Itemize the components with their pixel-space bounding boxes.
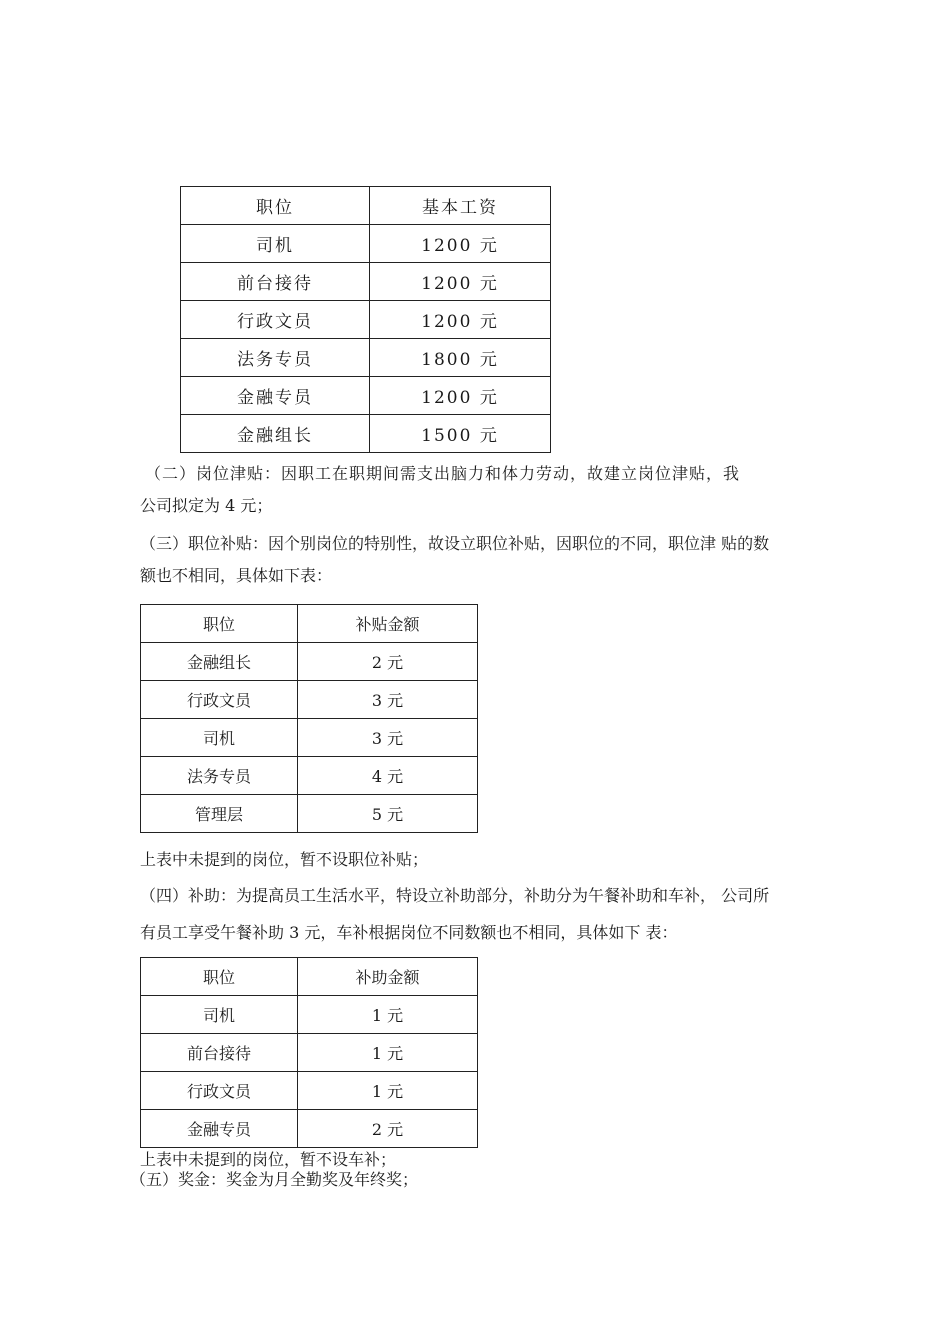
table-row — [141, 1110, 478, 1148]
table-body — [181, 187, 551, 453]
amount-cell: 1800 元 — [370, 339, 551, 377]
position-cell: 司机 — [181, 225, 370, 263]
table-header-cell: 职位 — [141, 605, 298, 643]
section4-line2: 有员工享受午餐补助 3 元，车补根据岗位不同数额也不相同，具体如下 表： — [140, 923, 678, 942]
table-header-cell: 职位 — [181, 187, 370, 225]
section3-line1: （三）职位补贴：因个别岗位的特别性，故设立职位补贴，因职位的不同，职位津 贴的数 — [140, 534, 770, 553]
amount-cell: 1200 元 — [370, 377, 551, 415]
amount-cell: 3 元 — [298, 681, 478, 719]
amount-cell: 1 元 — [298, 1034, 478, 1072]
table-header-cell: 基本工资 — [370, 187, 551, 225]
amount-cell: 3 元 — [298, 719, 478, 757]
table-body — [141, 958, 478, 1148]
section2-line1: （二）岗位津贴：因职工在职期间需支出脑力和体力劳动，故建立岗位津贴，我 — [145, 464, 741, 483]
table-row — [141, 681, 478, 719]
table-row — [181, 263, 551, 301]
table-row — [141, 1034, 478, 1072]
table-row — [141, 719, 478, 757]
table-body — [141, 605, 478, 833]
position-cell: 行政文员 — [141, 681, 298, 719]
amount-cell: 2 元 — [298, 643, 478, 681]
section5: （五）奖金：奖金为月全勤奖及年终奖； — [130, 1170, 419, 1189]
note-allowance: 上表中未提到的岗位，暂不设职位补贴； — [140, 850, 429, 869]
table-header-cell: 职位 — [141, 958, 298, 996]
table-header-row — [181, 187, 551, 225]
position-cell: 金融组长 — [141, 643, 298, 681]
table-row — [141, 996, 478, 1034]
subsidy-table — [140, 957, 478, 1148]
table-row — [141, 643, 478, 681]
note-subsidy: 上表中未提到的岗位，暂不设车补； — [140, 1150, 397, 1169]
table-row — [181, 415, 551, 453]
position-cell: 行政文员 — [181, 301, 370, 339]
position-cell: 司机 — [141, 996, 298, 1034]
section4-line1: （四）补助：为提高员工生活水平，特设立补助部分，补助分为午餐补助和车补， 公司所 — [140, 886, 770, 905]
position-cell: 金融专员 — [141, 1110, 298, 1148]
amount-cell: 1 元 — [298, 1072, 478, 1110]
table-row — [181, 339, 551, 377]
amount-cell: 2 元 — [298, 1110, 478, 1148]
position-cell: 行政文员 — [141, 1072, 298, 1110]
amount-cell: 5 元 — [298, 795, 478, 833]
position-cell: 法务专员 — [141, 757, 298, 795]
amount-cell: 1200 元 — [370, 263, 551, 301]
amount-cell: 1 元 — [298, 996, 478, 1034]
amount-cell: 1200 元 — [370, 301, 551, 339]
amount-cell: 1500 元 — [370, 415, 551, 453]
position-allowance-table — [140, 604, 478, 833]
position-cell: 前台接待 — [141, 1034, 298, 1072]
position-cell: 司机 — [141, 719, 298, 757]
table-header-row — [141, 958, 478, 996]
table-row — [141, 757, 478, 795]
basic-salary-table — [180, 186, 551, 453]
table-row — [181, 377, 551, 415]
amount-cell: 4 元 — [298, 757, 478, 795]
table-header-cell: 补助金额 — [298, 958, 478, 996]
amount-cell: 1200 元 — [370, 225, 551, 263]
section2-line2: 公司拟定为 4 元； — [140, 496, 273, 515]
table-row — [141, 1072, 478, 1110]
table-header-cell: 补贴金额 — [298, 605, 478, 643]
position-cell: 管理层 — [141, 795, 298, 833]
position-cell: 法务专员 — [181, 339, 370, 377]
position-cell: 前台接待 — [181, 263, 370, 301]
position-cell: 金融专员 — [181, 377, 370, 415]
section3-line2: 额也不相同，具体如下表： — [140, 566, 333, 585]
table-row — [141, 795, 478, 833]
table-header-row — [141, 605, 478, 643]
table-row — [181, 225, 551, 263]
table-row — [181, 301, 551, 339]
position-cell: 金融组长 — [181, 415, 370, 453]
